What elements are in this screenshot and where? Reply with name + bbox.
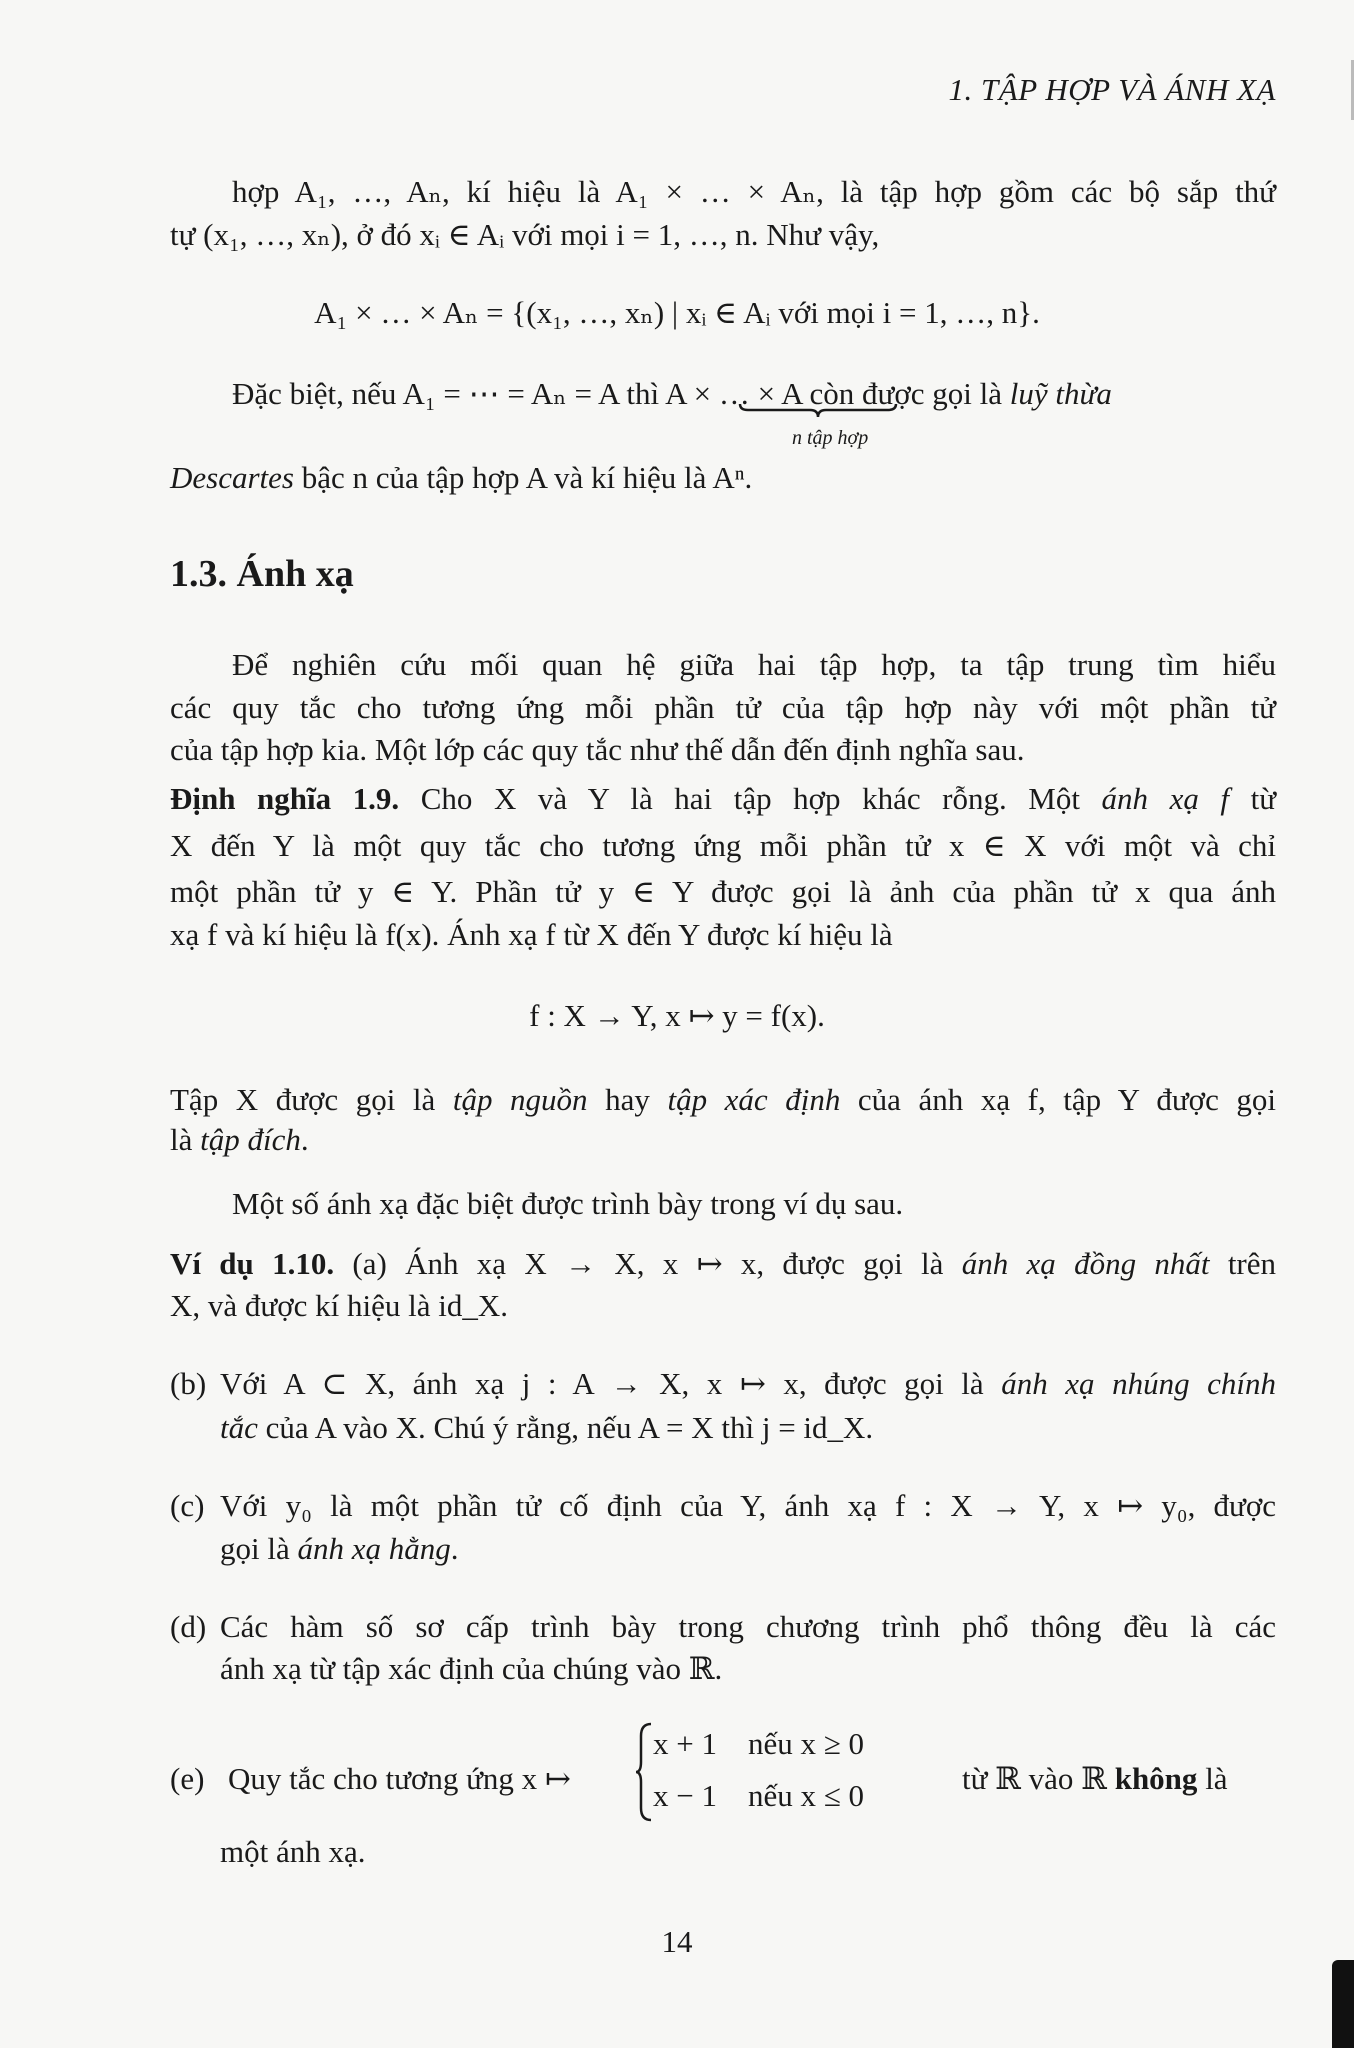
text: Với A ⊂ X, ánh xạ j : A → X, x ↦ x, được gọi là bbox=[220, 1366, 1002, 1401]
text: là bbox=[170, 1122, 201, 1157]
text-line bbox=[220, 1529, 1276, 1569]
text: là bbox=[1197, 1761, 1228, 1796]
text: hay bbox=[587, 1082, 668, 1117]
term-descartes: Descartes bbox=[170, 460, 294, 495]
page-number: 14 bbox=[661, 1924, 693, 1959]
text-line: của tập hợp kia. Một lớp các quy tắc như thế dẫn đến định nghĩa sau. bbox=[170, 732, 1025, 767]
text-line: Quy tắc cho tương ứng x ↦ bbox=[228, 1761, 571, 1796]
text-line: tự (x₁, …, xₙ), ở đó xᵢ ∈ Aᵢ với mọi i = 1, …, n. Như vậy, bbox=[170, 217, 880, 252]
term-anh-xa: ánh xạ f bbox=[1101, 781, 1230, 816]
running-header: 1. TẬP HỢP VÀ ÁNH XẠ bbox=[948, 72, 1276, 107]
bold-khong: không bbox=[1114, 1761, 1198, 1796]
text: từ ℝ vào ℝ bbox=[962, 1761, 1115, 1796]
text-line: ánh xạ từ tập xác định của chúng vào ℝ. bbox=[220, 1651, 723, 1686]
text: bậc n của tập hợp A và kí hiệu là Aⁿ. bbox=[293, 460, 753, 495]
item-label-b: (b) bbox=[170, 1366, 207, 1401]
text: . bbox=[450, 1531, 459, 1566]
term-canonical-embedding: ánh xạ nhúng chính bbox=[1001, 1366, 1276, 1401]
definition-line bbox=[170, 779, 1276, 819]
underbrace-label: n tập hợp bbox=[792, 427, 869, 449]
term-constant-map: ánh xạ hằng bbox=[297, 1531, 451, 1566]
text-line: các quy tắc cho tương ứng mỗi phần tử của tập hợp này với một phần tử bbox=[170, 690, 1276, 725]
scan-edge-shadow bbox=[1332, 1960, 1354, 2048]
case-2: x − 1 nếu x ≤ 0 bbox=[653, 1778, 865, 1813]
text-line: Các hàm số sơ cấp trình bày trong chương trình phổ thông đều là các bbox=[220, 1609, 1276, 1644]
text: gọi là bbox=[220, 1531, 298, 1566]
section-title: 1.3. Ánh xạ bbox=[170, 553, 354, 595]
text-line bbox=[170, 1120, 1276, 1160]
text: (a) Ánh xạ X → X, x ↦ x, được gọi là bbox=[334, 1246, 962, 1281]
text: Cho X và Y là hai tập hợp khác rỗng. Một bbox=[399, 781, 1102, 816]
text: . bbox=[300, 1122, 309, 1157]
text-line: hợp A₁, …, Aₙ, kí hiệu là A₁ × … × Aₙ, là tập hợp gồm các bộ sắp thứ bbox=[232, 174, 1276, 209]
definition-label: Định nghĩa 1.9. bbox=[170, 781, 400, 816]
text: của ánh xạ f, tập Y được gọi bbox=[840, 1082, 1277, 1117]
equation-cartesian-product: A₁ × … × Aₙ = {(x₁, …, xₙ) | xᵢ ∈ Aᵢ với mọi i = 1, …, n}. bbox=[314, 295, 1040, 330]
text-line: X đến Y là một quy tắc cho tương ứng mỗi phần tử x ∈ X với một và chỉ bbox=[170, 828, 1276, 863]
left-brace-icon bbox=[635, 1722, 653, 1822]
text-line bbox=[220, 1364, 1276, 1404]
text-line: một phần tử y ∈ Y. Phần tử y ∈ Y được gọi là ảnh của phần tử x qua ánh bbox=[170, 874, 1276, 909]
term-identity-map: ánh xạ đồng nhất bbox=[961, 1246, 1210, 1281]
text: trên bbox=[1209, 1246, 1277, 1281]
item-label-c: (c) bbox=[170, 1488, 205, 1523]
item-label-e: (e) bbox=[170, 1761, 205, 1796]
text-line bbox=[170, 1080, 1276, 1120]
example-line bbox=[170, 1244, 1276, 1284]
term-tac: tắc bbox=[220, 1410, 258, 1445]
text: Đặc biệt, nếu A₁ = ⋯ = Aₙ = A thì bbox=[232, 376, 666, 411]
text-line: Một số ánh xạ đặc biệt được trình bày trong ví dụ sau. bbox=[232, 1186, 904, 1221]
text-line: Với y₀ là một phần tử cố định của Y, ánh xạ f : X → Y, x ↦ y₀, được bbox=[220, 1488, 1276, 1523]
example-label: Ví dụ 1.10. bbox=[170, 1246, 335, 1281]
text: Tập X được gọi là bbox=[170, 1082, 453, 1117]
text: từ bbox=[1229, 781, 1277, 816]
text-line: X, và được kí hiệu là id_X. bbox=[170, 1288, 508, 1323]
text-line: xạ f và kí hiệu là f(x). Ánh xạ f từ X đến Y được kí hiệu là bbox=[170, 917, 893, 952]
term-luy-thua: luỹ thừa bbox=[1009, 376, 1112, 411]
text-line bbox=[962, 1759, 1228, 1799]
case-1: x + 1 nếu x ≥ 0 bbox=[653, 1726, 865, 1761]
text-line: Để nghiên cứu mối quan hệ giữa hai tập hợp, ta tập trung tìm hiểu bbox=[232, 647, 1276, 682]
text-line: một ánh xạ. bbox=[220, 1834, 366, 1869]
text-line bbox=[170, 458, 1276, 498]
math-product: A × … × A bbox=[665, 376, 802, 411]
text: của A vào X. Chú ý rằng, nếu A = X thì j = id_X. bbox=[257, 1410, 874, 1445]
term-tap-nguon: tập nguồn bbox=[452, 1082, 588, 1117]
text-line bbox=[220, 1408, 1276, 1448]
underbrace-icon bbox=[738, 402, 898, 418]
term-tap-xac-dinh: tập xác định bbox=[667, 1082, 841, 1117]
equation-map: f : X → Y, x ↦ y = f(x). bbox=[529, 998, 825, 1033]
term-tap-dich: tập đích bbox=[200, 1122, 301, 1157]
text: còn được gọi là bbox=[801, 376, 1010, 411]
item-label-d: (d) bbox=[170, 1609, 207, 1644]
